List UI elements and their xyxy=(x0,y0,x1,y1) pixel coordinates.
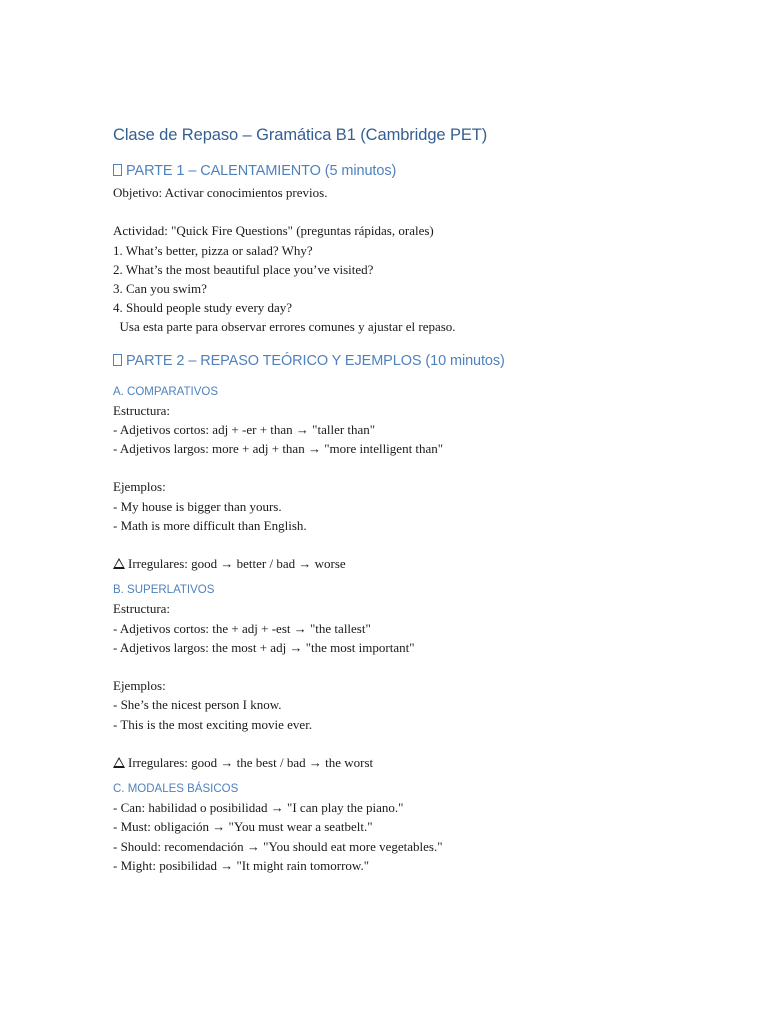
superlativos-rule: - Adjetivos cortos: the + adj + -est → "the tallest" xyxy=(113,620,371,636)
comparativos-irregulars xyxy=(113,554,733,573)
spacer xyxy=(113,734,733,753)
modales-item: - Can: habilidad o posibilidad → "I can play the piano." xyxy=(113,800,404,816)
warning-icon xyxy=(113,558,125,569)
superlativos-structure-label: Estructura: xyxy=(113,601,171,617)
part1-question: 2. What’s the most beautiful place you’ve visited? xyxy=(113,261,374,277)
comparativos-heading: A. COMPARATIVOS xyxy=(113,385,219,398)
superlativos-rule: - Adjetivos largos: the most + adj → "the most important" xyxy=(113,639,415,655)
superlativos-examples-label: Ejemplos: xyxy=(113,678,166,694)
superlativos-example: - This is the most exciting movie ever. xyxy=(113,716,313,732)
missing-glyph-icon xyxy=(113,164,122,176)
part1-heading-text: PARTE 1 – CALENTAMIENTO (5 minutos) xyxy=(126,163,397,179)
part1-activity: Actividad: "Quick Fire Questions" (preguntas rápidas, orales) xyxy=(113,223,434,239)
comparativos-irregulars-text: Irregulares: good → better / bad → worse xyxy=(128,556,346,572)
missing-glyph-icon xyxy=(113,354,122,366)
part1-question: 3. Can you swim? xyxy=(113,281,207,296)
part2-heading-text: PARTE 2 – REPASO TEÓRICO Y EJEMPLOS (10 minutos) xyxy=(126,352,505,369)
spacer xyxy=(113,535,733,554)
comparativos-example: - My house is bigger than yours. xyxy=(113,498,282,514)
superlativos-irregulars xyxy=(113,753,733,772)
document-page xyxy=(113,124,733,875)
comparativos-rule: - Adjetivos largos: more + adj + than → "more intelligent than" xyxy=(113,441,444,457)
comparativos-rule: - Adjetivos cortos: adj + -er + than → "taller than" xyxy=(113,421,376,437)
modales-heading: C. MODALES BÁSICOS xyxy=(113,783,239,796)
spacer xyxy=(113,573,733,581)
part2-heading xyxy=(113,351,733,371)
warning-icon xyxy=(113,757,125,768)
superlativos-heading: B. SUPERLATIVOS xyxy=(113,584,215,597)
modales-item: - Should: recomendación → "You should eat more vegetables." xyxy=(113,838,443,854)
spacer xyxy=(113,772,733,780)
part1-question: 4. Should people study every day? xyxy=(113,300,293,316)
part1-note: Usa esta parte para observar errores comunes y ajustar el repaso. xyxy=(113,319,456,335)
spacer xyxy=(113,458,733,477)
document-title: Clase de Repaso – Gramática B1 (Cambridge PET) xyxy=(113,126,488,144)
spacer xyxy=(113,657,733,676)
comparativos-structure-label: Estructura: xyxy=(113,402,171,418)
comparativos-examples-label: Ejemplos: xyxy=(113,479,166,495)
superlativos-irregulars-text: Irregulares: good → the best / bad → the worst xyxy=(128,755,374,770)
part1-objective: Objetivo: Activar conocimientos previos. xyxy=(113,185,328,200)
comparativos-example: - Math is more difficult than English. xyxy=(113,517,307,533)
part1-question: 1. What’s better, pizza or salad? Why? xyxy=(113,242,313,258)
part1-heading xyxy=(113,161,733,181)
spacer xyxy=(113,202,733,221)
modales-item: - Might: posibilidad → "It might rain tomorrow." xyxy=(113,857,370,873)
superlativos-example: - She’s the nicest person I know. xyxy=(113,697,282,713)
modales-item: - Must: obligación → "You must wear a seatbelt." xyxy=(113,819,373,835)
